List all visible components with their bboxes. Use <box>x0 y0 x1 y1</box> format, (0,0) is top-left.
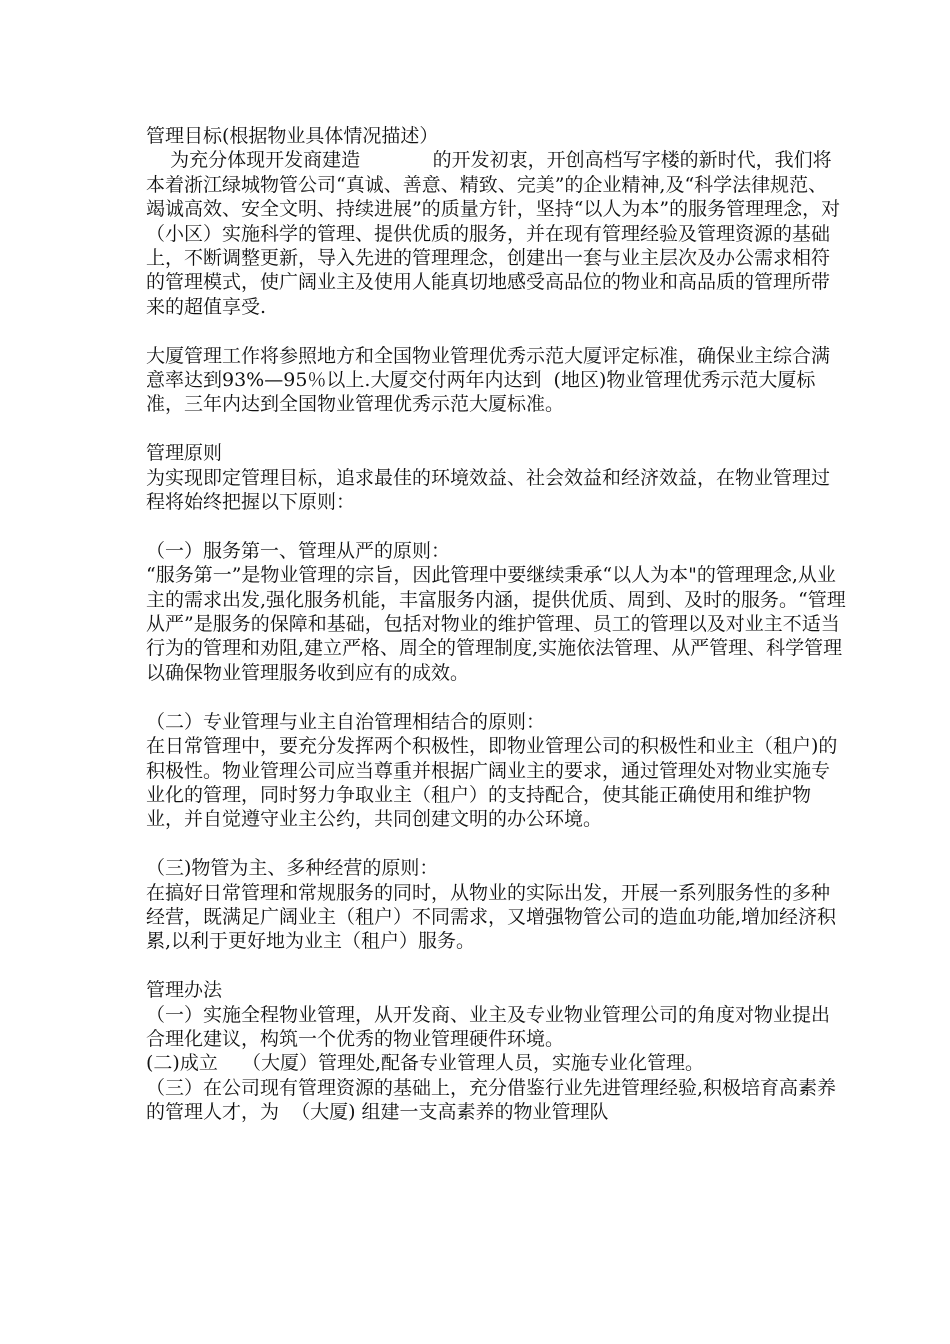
subheading-principle-2: （二）专业管理与业主自治管理相结合的原则： <box>146 710 546 733</box>
paragraph-principle-2: 在日常管理中，要充分发挥两个积极性，即物业管理公司的积极性和业主（租户)的积极性。物业管理公司应当尊重并根据广阔业主的要求，通过管理处对物业实施专业化的管理，同时努力争取业主（租户）的支持配合，使其能正确使用和维护物业，并自觉遵守业主公约，共同创建文明的办公环境。 <box>146 735 838 831</box>
paragraph-principle-3: 在搞好日常管理和常规服务的同时，从物业的实际出发，开展一系列服务性的多种经营，既满足广阔业主（租户）不同需求，又增强物管公司的造血功能,增加经济积累,以利于更好地为业主（租户）服务。 <box>146 881 837 953</box>
section-heading-management-methods: 管理办法 <box>146 979 223 1002</box>
paragraph-principles-intro: 为实现即定管理目标，追求最佳的环境效益、社会效益和经济效益，在物业管理过程将始终把握以下原则： <box>146 466 831 514</box>
document-page <box>146 124 877 1125</box>
subheading-principle-1: （一）服务第一、管理从严的原则： <box>146 539 451 562</box>
section-heading-management-goal: 管理目标(根据物业具体情况描述） <box>146 125 439 147</box>
blank-line <box>146 319 846 343</box>
blank-line <box>146 832 846 856</box>
paragraph-method-2: (二)成立 （大厦）管理处,配备专业管理人员，实施专业化管理。 <box>146 1052 705 1075</box>
paragraph-goal-standard: 大厦管理工作将参照地方和全国物业管理优秀示范大厦评定标准，确保业主综合满意率达到93%—95％以上.大厦交付两年内达到 (地区)物业管理优秀示范大厦标准，三年内达到全国物业管理优秀示范大厦标准。 <box>146 344 831 416</box>
blank-line <box>146 685 846 709</box>
section-heading-management-principles: 管理原则 <box>146 442 223 465</box>
blank-line <box>146 417 846 441</box>
blank-line <box>146 954 846 978</box>
subheading-principle-3: （三)物管为主、多种经营的原则： <box>146 857 439 880</box>
paragraph-principle-1: “服务第一”是物业管理的宗旨，因此管理中要继续秉承“以人为本"的管理理念,从业主的需求出发,强化服务机能，丰富服务内涵，提供优质、周到、及时的服务。“管理从严”是服务的保障和基础，包括对物业的维护管理、员工的管理以及对业主不适当行为的管理和劝阻,建立严格、周全的管理制度,实施依法管理、从严管理、科学管理以确保物业管理服务收到应有的成效。 <box>146 564 846 684</box>
paragraph-goal-intro: 为充分体现开发商建造 的开发初衷，开创高档写字楼的新时代，我们将本着浙江绿城物管公司“真诚、善意、精致、完美”的企业精神,及“科学法律规范、竭诚高效、安全文明、持续进展”的质量方针，坚持“以人为本”的服务管理理念，对 （小区）实施科学的管理、提供优质的服务，并在现有管理经验及管理资源的基础上，不断调整更新，导入先进的管理理念，创建出一套与业主层次及办公需求相符的管理模式，使广阔业主及使用人能真切地感受高品位的物业和高品质的管理所带来的超值享受. <box>146 149 877 318</box>
paragraph-method-1: （一）实施全程物业管理，从开发商、业主及专业物业管理公司的角度对物业提出合理化建议，构筑一个优秀的物业管理硬件环境。 <box>146 1003 831 1050</box>
paragraph-method-3: （三）在公司现有管理资源的基础上，充分借鉴行业先进管理经验,积极培育高素养的管理人才，为 （大厦) 组建一支高素养的物业管理队 <box>146 1076 837 1124</box>
blank-line <box>146 514 846 538</box>
